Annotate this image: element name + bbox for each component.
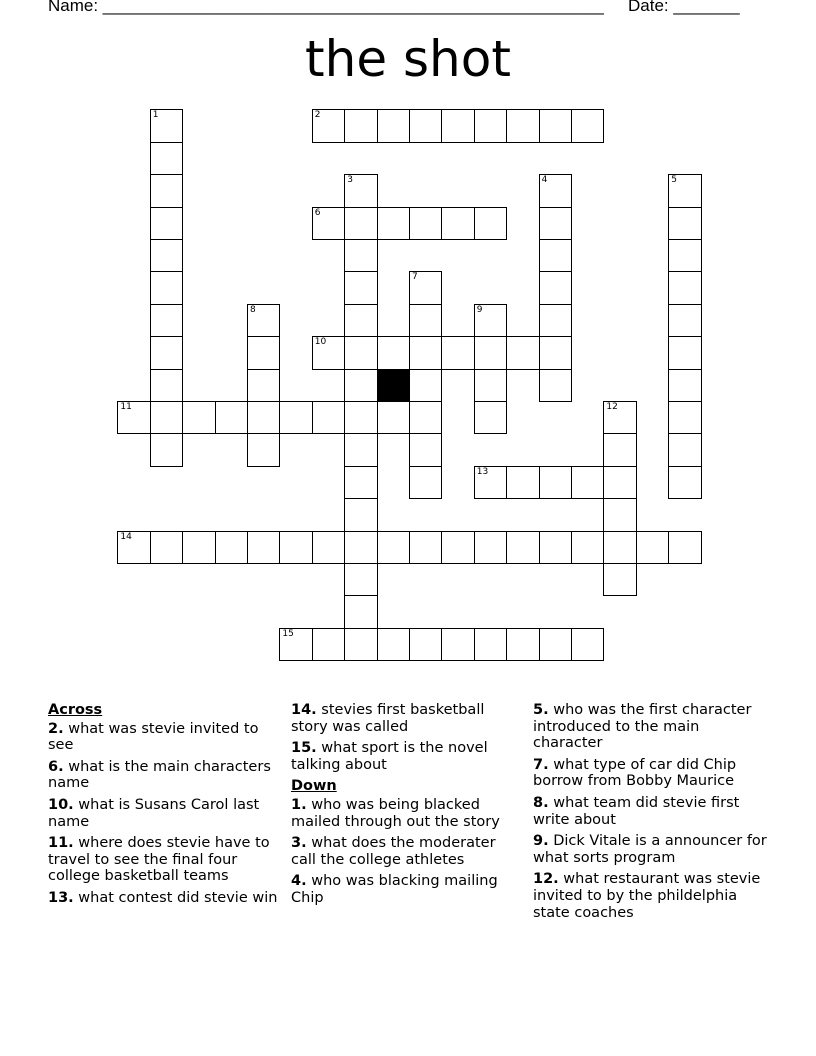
grid-cell[interactable]	[668, 271, 701, 304]
grid-cell[interactable]	[539, 207, 572, 240]
grid-cell[interactable]	[539, 466, 572, 499]
grid-cell[interactable]	[344, 563, 377, 596]
grid-cell[interactable]	[279, 401, 312, 434]
grid-cell[interactable]	[150, 207, 183, 240]
clue-across-2: 2. what was stevie invited to see	[48, 720, 259, 754]
grid-cell[interactable]	[571, 109, 604, 142]
grid-cell[interactable]	[279, 628, 312, 661]
grid-cell[interactable]	[668, 401, 701, 434]
clue-number: 11	[120, 402, 132, 412]
clue-number: 10	[314, 337, 327, 348]
grid-cell[interactable]	[344, 498, 377, 531]
grid-cell[interactable]	[344, 369, 377, 402]
grid-cell[interactable]	[506, 109, 539, 142]
grid-cell[interactable]	[247, 401, 280, 434]
grid-cell[interactable]	[150, 433, 183, 466]
clue-number: 7	[412, 272, 418, 283]
clue-number: 6	[314, 207, 321, 218]
grid-cell[interactable]	[409, 401, 442, 434]
grid-cell[interactable]	[474, 628, 507, 661]
grid-cell[interactable]	[215, 531, 248, 564]
grid-cell[interactable]	[150, 142, 183, 175]
grid-cell[interactable]	[409, 336, 442, 369]
grid-cell[interactable]	[668, 207, 701, 240]
grid-cell[interactable]	[247, 433, 280, 466]
grid-cell[interactable]	[539, 271, 572, 304]
grid-cell[interactable]	[344, 433, 377, 466]
clue-number: 1	[152, 110, 159, 121]
grid-cell[interactable]	[441, 336, 474, 369]
grid-cell[interactable]	[377, 531, 410, 564]
grid-cell[interactable]	[150, 239, 183, 272]
blocked-cell	[377, 369, 410, 402]
grid-cell[interactable]	[539, 628, 572, 661]
grid-cell[interactable]	[474, 466, 507, 499]
grid-cell[interactable]	[150, 369, 183, 402]
clue-number: 13	[476, 466, 489, 477]
grid-cell[interactable]	[344, 239, 377, 272]
grid-cell[interactable]	[603, 498, 636, 531]
grid-cell[interactable]	[377, 336, 410, 369]
name-field-label: Name: _____________________________________________________	[48, 0, 604, 15]
grid-cell[interactable]	[377, 109, 410, 142]
grid-cell[interactable]	[474, 109, 507, 142]
clue-number: 12	[606, 402, 618, 412]
grid-cell[interactable]	[409, 304, 442, 337]
clue-down-3: 3. what does the moderater call the college athletes	[291, 835, 496, 868]
grid-cell[interactable]	[603, 563, 636, 596]
grid-cell[interactable]	[506, 628, 539, 661]
grid-cell[interactable]	[247, 336, 280, 369]
clue-number: 9	[476, 304, 483, 315]
clue-across-6: 6. what is the main characters name	[48, 758, 271, 792]
grid-cell[interactable]	[539, 109, 572, 142]
clue-down-12: 12. what restaurant was stevie invited to by the phildelphia state coaches	[533, 871, 761, 921]
clue-down-9: 9. Dick Vitale is a announcer for what sorts program	[533, 833, 767, 866]
grid-cell[interactable]	[150, 174, 183, 207]
grid-cell[interactable]	[668, 531, 701, 564]
clue-down-4: 4. who was blacking mailing Chip	[291, 873, 498, 906]
grid-cell[interactable]	[409, 271, 442, 304]
grid-cell[interactable]	[668, 336, 701, 369]
grid-cell[interactable]	[539, 239, 572, 272]
grid-cell[interactable]	[571, 628, 604, 661]
grid-cell[interactable]	[150, 336, 183, 369]
grid-cell[interactable]	[668, 433, 701, 466]
grid-cell[interactable]	[474, 369, 507, 402]
grid-cell[interactable]	[344, 109, 377, 142]
grid-cell[interactable]	[312, 207, 345, 240]
across-heading: Across	[48, 702, 103, 718]
date-field-label: Date: _______	[628, 0, 740, 15]
grid-cell[interactable]	[409, 433, 442, 466]
clues-column-3	[533, 702, 769, 926]
grid-cell[interactable]	[603, 466, 636, 499]
grid-cell[interactable]	[474, 336, 507, 369]
down-heading: Down	[291, 778, 337, 795]
grid-cell[interactable]	[150, 271, 183, 304]
grid-cell[interactable]	[344, 304, 377, 337]
grid-cell[interactable]	[571, 466, 604, 499]
grid-cell[interactable]	[441, 531, 474, 564]
grid-cell[interactable]	[441, 628, 474, 661]
grid-cell[interactable]	[441, 109, 474, 142]
grid-cell[interactable]	[247, 369, 280, 402]
grid-cell[interactable]	[603, 531, 636, 564]
grid-cell[interactable]	[344, 531, 377, 564]
grid-cell[interactable]	[117, 401, 150, 434]
grid-cell[interactable]	[603, 401, 636, 434]
grid-cell[interactable]	[474, 304, 507, 337]
grid-cell[interactable]	[506, 531, 539, 564]
grid-cell[interactable]	[668, 466, 701, 499]
grid-cell[interactable]	[603, 433, 636, 466]
grid-cell[interactable]	[539, 369, 572, 402]
grid-cell[interactable]	[150, 109, 183, 142]
grid-cell[interactable]	[668, 239, 701, 272]
clue-across-10: 10. what is Susans Carol last name	[48, 796, 260, 830]
grid-cell[interactable]	[668, 304, 701, 337]
grid-cell[interactable]	[344, 207, 377, 240]
grid-cell[interactable]	[182, 531, 215, 564]
grid-cell[interactable]	[182, 401, 215, 434]
grid-cell[interactable]	[215, 401, 248, 434]
grid-cell[interactable]	[474, 531, 507, 564]
clue-down-7: 7. what type of car did Chip borrow from Bobby Maurice	[533, 756, 737, 790]
clue-number: 3	[347, 175, 353, 186]
clue-number: 15	[282, 628, 294, 639]
grid-cell[interactable]	[312, 401, 345, 434]
grid-cell[interactable]	[344, 336, 377, 369]
grid-cell[interactable]	[344, 628, 377, 661]
clue-across-13: 13. what contest did stevie win	[48, 889, 278, 906]
grid-cell[interactable]	[344, 401, 377, 434]
grid-cell[interactable]	[668, 174, 701, 207]
grid-cell[interactable]	[409, 109, 442, 142]
grid-cell[interactable]	[279, 531, 312, 564]
grid-cell[interactable]	[539, 336, 572, 369]
grid-cell[interactable]	[312, 531, 345, 564]
grid-cell[interactable]	[150, 531, 183, 564]
grid-cell[interactable]	[247, 304, 280, 337]
clue-number: 4	[541, 175, 548, 186]
grid-cell[interactable]	[117, 531, 150, 564]
grid-cell[interactable]	[312, 336, 345, 369]
grid-cell[interactable]	[377, 628, 410, 661]
clue-across-11: 11. where does stevie have to travel to see the final four college basketball teams	[48, 835, 270, 885]
grid-cell[interactable]	[636, 531, 669, 564]
clue-number: 8	[250, 304, 256, 315]
grid-cell[interactable]	[247, 531, 280, 564]
clue-number: 14	[120, 531, 132, 542]
grid-cell[interactable]	[474, 207, 507, 240]
grid-cell[interactable]	[150, 401, 183, 434]
grid-cell[interactable]	[344, 466, 377, 499]
clue-number: 5	[671, 175, 677, 186]
grid-cell[interactable]	[150, 304, 183, 337]
grid-cell[interactable]	[506, 466, 539, 499]
grid-cell[interactable]	[668, 369, 701, 402]
grid-cell[interactable]	[571, 531, 604, 564]
clues-column-1	[48, 702, 284, 912]
grid-cell[interactable]	[377, 401, 410, 434]
grid-cell[interactable]	[344, 595, 377, 628]
clues-column-2	[291, 702, 523, 912]
grid-cell[interactable]	[344, 271, 377, 304]
grid-cell[interactable]	[441, 207, 474, 240]
page-title: the shot	[305, 30, 511, 88]
clue-down-8: 8. what team did stevie first write about	[533, 794, 740, 828]
grid-cell[interactable]	[344, 174, 377, 207]
grid-cell[interactable]	[539, 174, 572, 207]
grid-cell[interactable]	[409, 531, 442, 564]
grid-cell[interactable]	[377, 207, 410, 240]
grid-cell[interactable]	[539, 531, 572, 564]
grid-cell[interactable]	[474, 401, 507, 434]
clue-down-1: 1. who was being blacked mailed through out the story	[291, 796, 500, 830]
grid-cell[interactable]	[409, 628, 442, 661]
clue-across-14: 14. stevies first basketball story was called	[291, 702, 485, 735]
grid-cell[interactable]	[409, 466, 442, 499]
grid-cell[interactable]	[312, 109, 345, 142]
clue-down-5: 5. who was the first character introduced to the main character	[533, 702, 752, 752]
grid-cell[interactable]	[409, 369, 442, 402]
clue-number: 2	[314, 110, 321, 121]
grid-cell[interactable]	[539, 304, 572, 337]
grid-cell[interactable]	[506, 336, 539, 369]
clue-across-15: 15. what sport is the novel talking about	[291, 740, 488, 773]
grid-cell[interactable]	[409, 207, 442, 240]
grid-cell[interactable]	[312, 628, 345, 661]
